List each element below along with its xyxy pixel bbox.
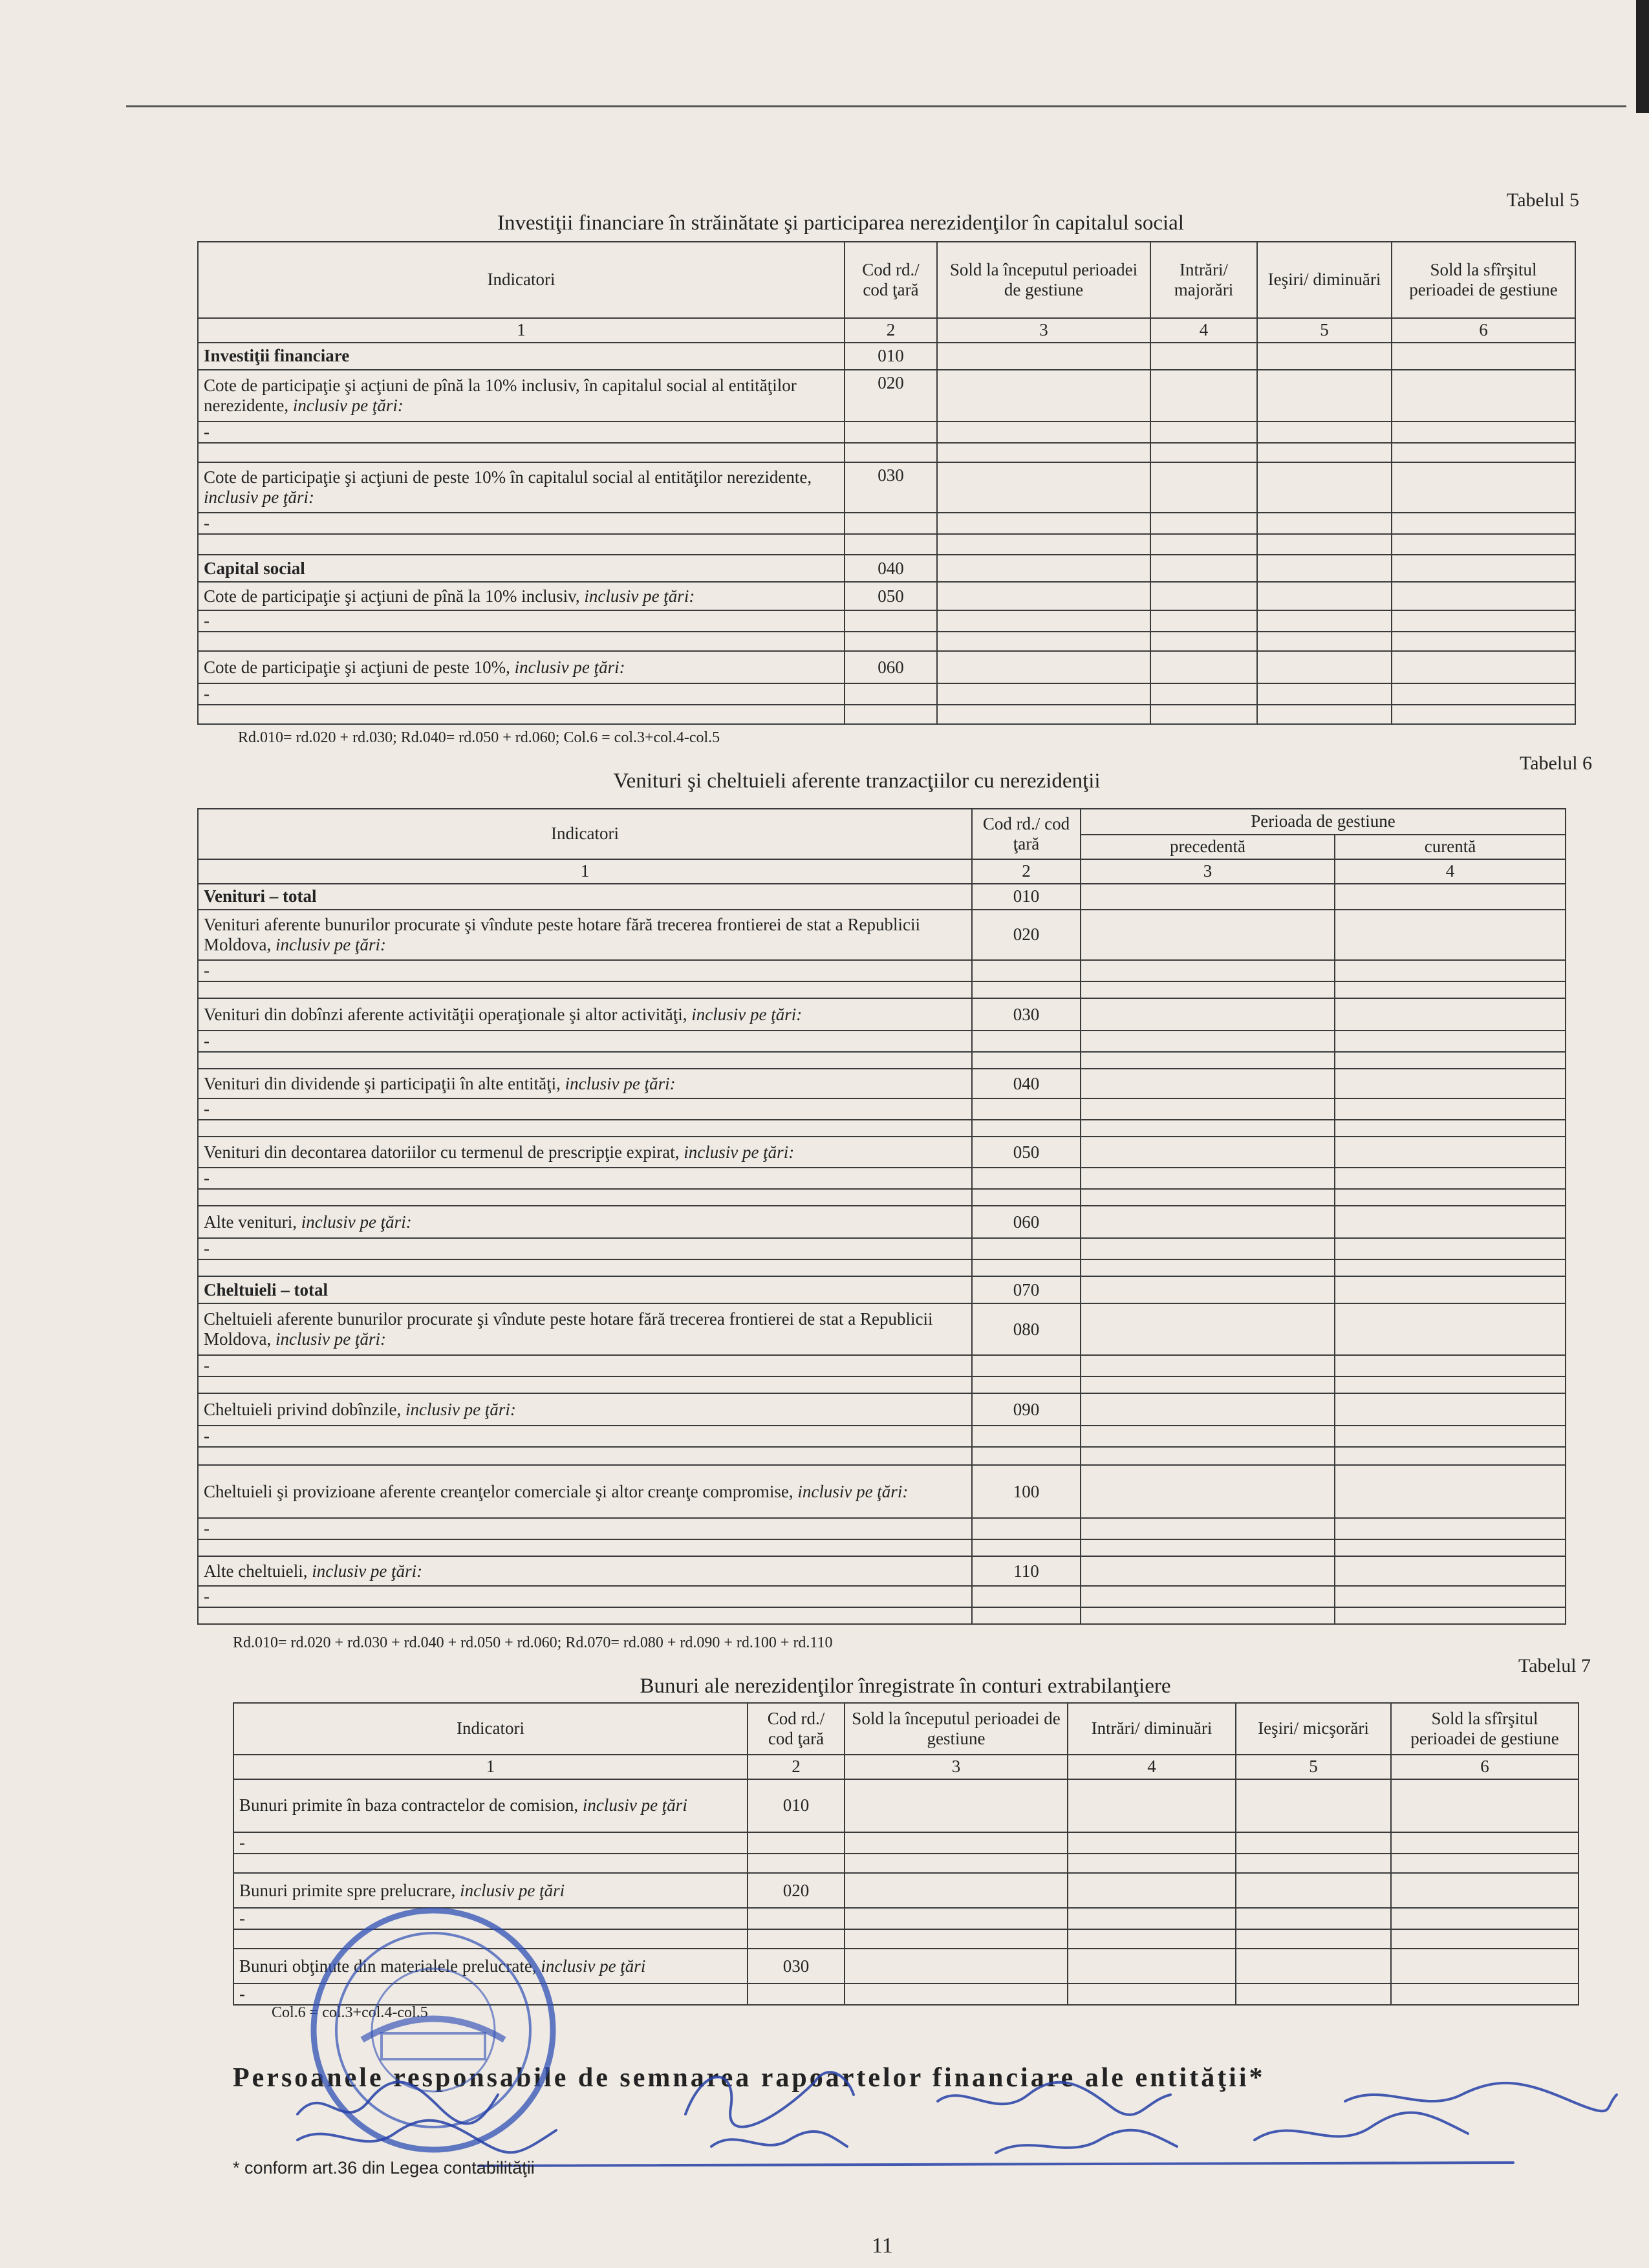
t5-row-050-label: Cote de participaţie şi acţiuni de pînă la 10% inclusiv, inclusiv pe ţări: [198,582,845,610]
t5-header-out: Ieşiri/ diminuări [1257,242,1392,318]
t6-row-050-label: Venituri din decontarea datoriilor cu termenul de prescripţie expirat, inclusiv pe ţări: [198,1137,972,1168]
t5-colnum: 3 [937,318,1150,343]
signatures-heading: Persoanele responsabile de semnarea rapoartelor financiare ale entităţii* [233,2063,1266,2093]
t5-row-020-code: 020 [845,370,937,422]
t7-row-020-label: Bunuri primite spre prelucrare, inclusiv pe ţări [233,1873,748,1908]
t5-header-closing: Sold la sfîrşitul perioadei de gestiune [1392,242,1575,318]
t6-header-previous: precedentă [1081,835,1335,859]
t6-row-020-label: Venituri aferente bunurilor procurate şi vîndute peste hotare fără trecerea frontierei de stat a Republicii Moldova, inclusiv pe ţări: [198,910,972,960]
table-6-title: Venituri şi cheltuieli aferente tranzacţiilor cu nerezidenţii [613,769,1101,793]
t5-row-060-code: 060 [845,651,937,683]
t5-row-040-label: Capital social [198,555,845,582]
t7-header-closing: Sold la sfîrşitul perioadei de gestiune [1391,1703,1579,1755]
t7-row-010-code: 010 [748,1779,845,1832]
table-5-tag: Tabelul 5 [1507,189,1580,211]
table-7: Indicatori Cod rd./ cod ţară Sold la începutul perioadei de gestiune Intrări/ diminuări Ieşiri/ micşorări Sold la sfîrşitul perioadei de gestiune 1 2 3 4 5 6 Bunuri primite în baza contractelor de comision, inclusiv pe ţări 010 - Bunuri primite spre prelucrare, inclusiv pe ţări 020 - Bunuri obţinute din materialele prelucrate, inclusiv pe ţări 030 - [233,1702,1579,2006]
t5-colnum: 1 [198,318,845,343]
t6-colnum: 2 [972,859,1081,884]
t7-colnum: 5 [1236,1755,1391,1779]
page-number: 11 [872,2234,893,2258]
t5-row-020-label: Cote de participaţie şi acţiuni de pînă la 10% inclusiv, în capitalul social al entităţilor nerezidente, inclusiv pe ţări: [198,370,845,422]
t7-row-030-label: Bunuri obţinute din materialele prelucrate, inclusiv pe ţări [233,1949,748,1984]
t6-colnum: 3 [1081,859,1335,884]
t5-row-030-label: Cote de participaţie şi acţiuni de peste 10% în capitalul social al entităţilor nerezidente, inclusiv pe ţări: [198,462,845,513]
t6-row-030-code: 030 [972,998,1081,1031]
t6-colnum: 4 [1335,859,1566,884]
t5-row-040-code: 040 [845,555,937,582]
t6-header-indicators: Indicatori [198,809,972,859]
t7-row-010-label: Bunuri primite în baza contractelor de comision, inclusiv pe ţări [233,1779,748,1832]
t7-colnum: 2 [748,1755,845,1779]
t7-header-indicators: Indicatori [233,1703,748,1755]
t6-header-period: Perioada de gestiune [1081,809,1566,835]
t7-header-in: Intrări/ diminuări [1068,1703,1236,1755]
table-6: Indicatori Cod rd./ cod ţară Perioada de gestiune precedentă curentă 1 2 3 4 Venituri – total 010 Venituri aferente bunurilor procurate şi vîndute peste hotare fără trecerea frontierei de stat a Republicii Moldova, inclusiv pe ţări: 020 - Venituri din dobînzi aferente activităţii operaţionale şi altor activităţi, inclusiv pe ţări: 030 - Venituri din dividende şi participaţii în alte entităţi, inclusiv pe ţări: 040 - Venituri din decontarea datoriilor cu termenul de prescripţie expirat, inclusiv pe ţări: 050 - Alte venituri, inclusiv pe ţări: 060 - Cheltuieli – total 070 Cheltuieli aferente bunurilor procurate şi vîndute peste hotare fără trecerea frontierei de stat a Republicii Moldova, inclusiv pe ţări: 080 - Cheltuieli privind dobînzile, inclusiv pe ţări: 090 - Cheltuieli şi provizioane aferente creanţelor comerciale şi altor creanţe compromise, inclusiv pe ţări: 100 - Alte cheltuieli, inclusiv pe ţări: 110 - [197,808,1566,1625]
t6-row-040-label: Venituri din dividende şi participaţii în alte entităţi, inclusiv pe ţări: [198,1069,972,1098]
t6-row-090-code: 090 [972,1393,1081,1426]
t5-header-in: Intrări/ majorări [1150,242,1257,318]
table-5-title: Investiţii financiare în străinătate şi participarea nerezidenţilor în capitalul social [497,211,1184,235]
t5-colnum: 4 [1150,318,1257,343]
t5-header-indicators: Indicatori [198,242,845,318]
t7-colnum: 1 [233,1755,748,1779]
t6-colnum: 1 [198,859,972,884]
t7-row-030-code: 030 [748,1949,845,1984]
t6-row-110-label: Alte cheltuieli, inclusiv pe ţări: [198,1556,972,1586]
t5-colnum: 2 [845,318,937,343]
t7-header-opening: Sold la începutul perioadei de gestiune [845,1703,1068,1755]
t6-row-110-code: 110 [972,1556,1081,1586]
t6-row-050-code: 050 [972,1137,1081,1168]
t6-row-100-label: Cheltuieli şi provizioane aferente creanţelor comerciale şi altor creanţe compromise, inclusiv pe ţări: [198,1465,972,1518]
table-6-formula: Rd.010= rd.020 + rd.030 + rd.040 + rd.050 + rd.060; Rd.070= rd.080 + rd.090 + rd.100 + rd.110 [233,1634,833,1651]
t6-row-060-code: 060 [972,1206,1081,1238]
table-7-formula: Col.6 = col.3+col.4-col.5 [272,2004,428,2021]
t5-header-code: Cod rd./ cod ţară [845,242,937,318]
t5-header-opening: Sold la începutul perioadei de gestiune [937,242,1150,318]
t6-row-080-label: Cheltuieli aferente bunurilor procurate şi vîndute peste hotare fără trecerea frontierei de stat a Republicii Moldova, inclusiv pe ţări: [198,1303,972,1355]
handwritten-signatures [285,2043,1630,2172]
table-5: Indicatori Cod rd./ cod ţară Sold la începutul perioadei de gestiune Intrări/ majorări Ieşiri/ diminuări Sold la sfîrşitul perioadei de gestiune 1 2 3 4 5 6 Investiţii financiare 010 Cote de participaţie şi acţiuni de pînă la 10% inclusiv, în capitalul social al entităţilor nerezidente, inclusiv pe ţări: 020 - Cote de participaţie şi acţiuni de peste 10% în capitalul social al entităţilor nerezidente, inclusiv pe ţări: 030 - Capital social 040 Cote de participaţie şi acţiuni de pînă la 10% inclusiv, inclusiv pe ţări: 050 - Cote de participaţie şi acţiuni de peste 10%, inclusiv pe ţări: 060 - [197,241,1576,725]
t7-colnum: 4 [1068,1755,1236,1779]
t6-row-030-label: Venituri din dobînzi aferente activităţii operaţionale şi altor activităţi, inclusiv pe ţări: [198,998,972,1031]
t6-row-090-label: Cheltuieli privind dobînzile, inclusiv pe ţări: [198,1393,972,1426]
t6-row-070-label: Cheltuieli – total [198,1276,972,1303]
t6-row-010-code: 010 [972,884,1081,910]
t7-row-020-code: 020 [748,1873,845,1908]
t5-row-030-code: 030 [845,462,937,513]
t6-header-code: Cod rd./ cod ţară [972,809,1081,859]
t7-header-code: Cod rd./ cod ţară [748,1703,845,1755]
t6-header-current: curentă [1335,835,1566,859]
table-7-title: Bunuri ale nerezidenţilor înregistrate în conturi extrabilanţiere [640,1674,1171,1698]
t5-row-010-code: 010 [845,343,937,370]
t7-header-out: Ieşiri/ micşorări [1236,1703,1391,1755]
t5-row-010-label: Investiţii financiare [198,343,845,370]
t5-row-050-code: 050 [845,582,937,610]
t7-colnum: 3 [845,1755,1068,1779]
t6-row-070-code: 070 [972,1276,1081,1303]
t7-colnum: 6 [1391,1755,1579,1779]
t5-row-060-label: Cote de participaţie şi acţiuni de peste 10%, inclusiv pe ţări: [198,651,845,683]
t6-row-020-code: 020 [972,910,1081,960]
t6-row-080-code: 080 [972,1303,1081,1355]
top-rule [126,105,1626,107]
table-7-tag: Tabelul 7 [1518,1655,1591,1676]
scan-edge [1636,0,1649,113]
t6-row-010-label: Venituri – total [198,884,972,910]
footnote: * conform art.36 din Legea contabilităţii [233,2158,535,2177]
t6-row-100-code: 100 [972,1465,1081,1518]
t5-colnum: 6 [1392,318,1575,343]
t6-row-040-code: 040 [972,1069,1081,1098]
t5-colnum: 5 [1257,318,1392,343]
table-5-formula: Rd.010= rd.020 + rd.030; Rd.040= rd.050 + rd.060; Col.6 = col.3+col.4-col.5 [238,729,720,746]
table-6-tag: Tabelul 6 [1520,753,1593,774]
t6-row-060-label: Alte venituri, inclusiv pe ţări: [198,1206,972,1238]
